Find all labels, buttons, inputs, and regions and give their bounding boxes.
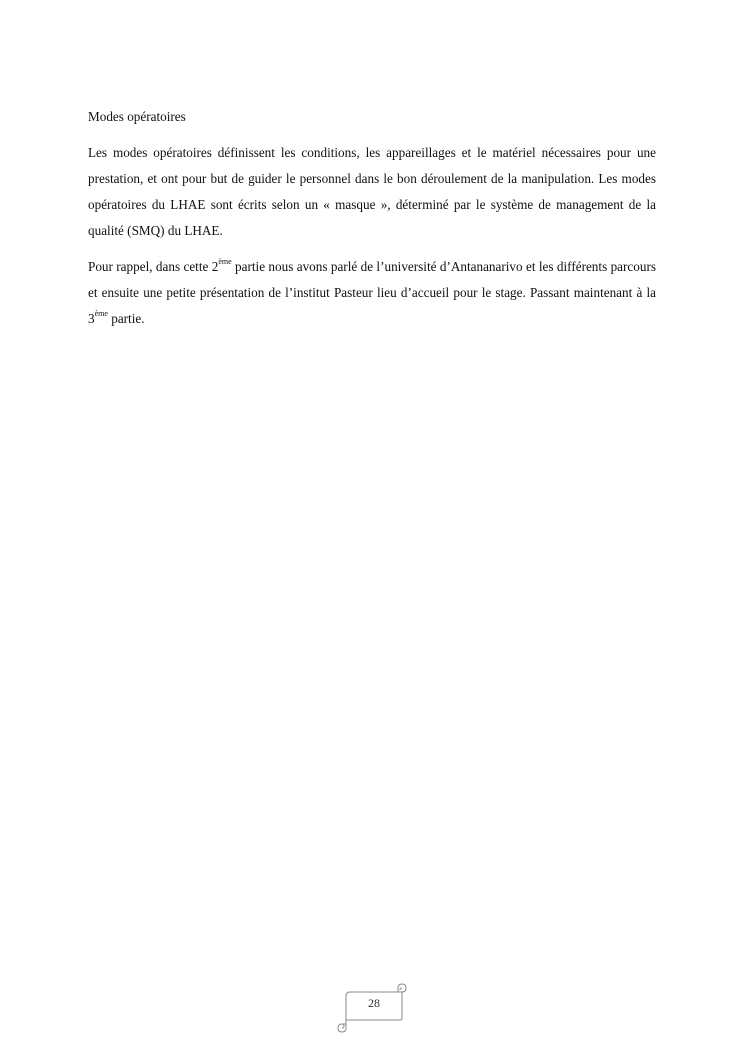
paragraph-rappel — [88, 254, 656, 332]
paragraph-rappel-text-1: Pour rappel, dans cette 2 — [88, 259, 219, 274]
page-footer — [336, 982, 408, 1034]
paragraph-rappel-text-3: partie. — [107, 311, 145, 326]
superscript-eme-1: ème — [218, 256, 232, 266]
paragraph-rappel-text-2: partie nous avons parlé de l’université d’Antananarivo et les différents parcours et ensuite une petite présentation de l’institut Pasteur lieu d’accueil pour le stage. Passant maintenant à la 3 — [88, 259, 656, 326]
paragraph-modes-operatoires: Les modes opératoires définissent les conditions, les appareillages et le matériel nécessaires pour une prestation, et ont pour but de guider le personnel dans le bon déroulement de la manipulation. Les modes opératoires du LHAE sont écrits selon un « masque », déterminé par le système de management de la qualité (SMQ) du LHAE. — [88, 145, 656, 238]
section-heading: Modes opératoires — [88, 109, 186, 124]
document-body — [88, 104, 656, 342]
page-number: 28 — [368, 996, 380, 1010]
superscript-eme-2: ème — [94, 308, 108, 318]
